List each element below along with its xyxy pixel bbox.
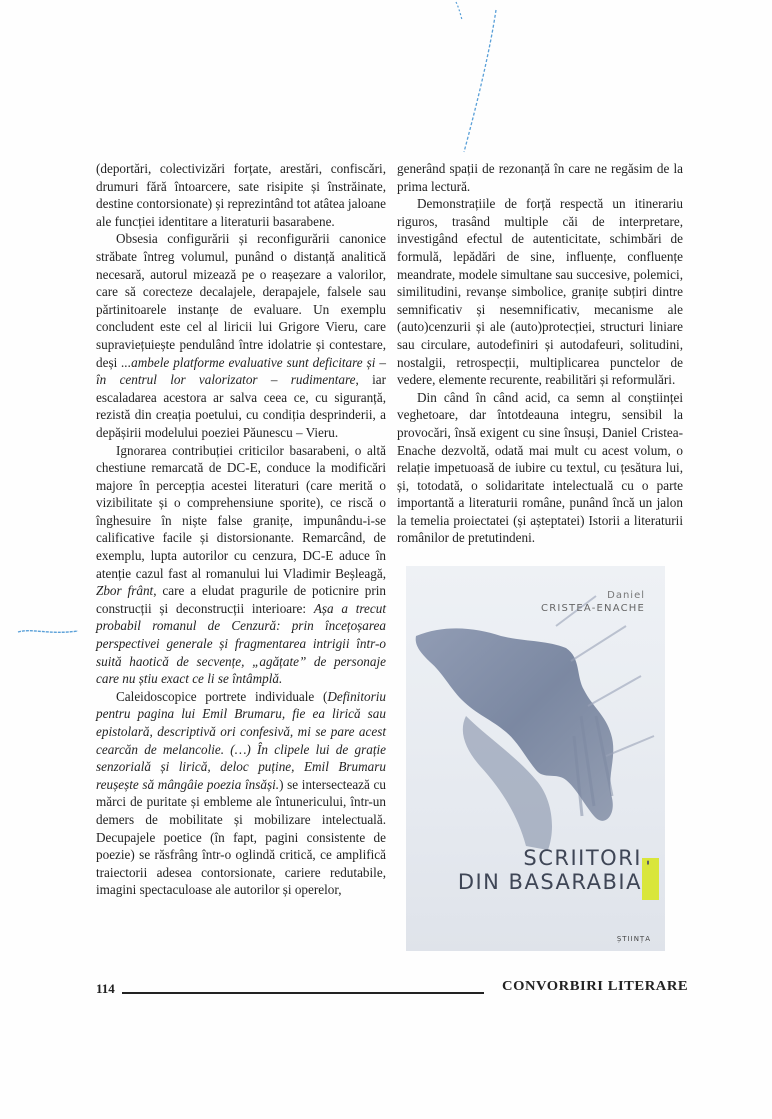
right-text-column [397,160,683,547]
text-run: Ignorarea contribuției criticilor basarabeni, o altă chestiune remarcată de DC-E, conduce la modificări majore în percepția acestei literaturi (care merită o vizibilitate și o comprehensiune sporite), ce riscă o înghesuire în niște false granițe, impunându-i-se calificative facile și distorsionante. Remarcând, de exemplu, lupta autorilor cu cenzura, DC-E aduce în atenție cazul fast al romanului lui Vladimir Beșleagă, [96,442,386,581]
paragraph: Din când în când acid, ca semn al conștiinței veghetoare, dar întotdeauna integru, sensibil la provocări, însă exigent cu sine însuși, Daniel Cristea-Enache dezvoltă, odată mai mult cu acest volum, o relație impetuoasă de iubire cu textul, cu țesătura lui, și, totodată, o solidaritate intelectuală cu o parte importantă a literaturii române, punând încă un jalon la temelia proiectatei (și așteptatei) Istorii a literaturii românilor de pretutindeni. [397,389,683,546]
left-text-column [96,160,386,899]
text-run: ) se intersectează cu mărci de puritate și embleme ale întunericului, într-un demers de mobilitate și mobilizare intelectuală. Decupajele poetice (în fapt, pagini consistente de poezie) se răsfrâng într-o oglindă critică, ce amplifică traiectorii adesea contorsionate, cariere redutabile, imagini spectaculoase ale autorilor și operelor, [96,776,387,898]
cover-title-line: SCRIITORI [523,846,642,870]
cover-publisher: ȘTIINȚA [616,935,651,943]
book-cover-image [406,566,665,951]
paragraph [96,230,386,441]
pen-scribble-top [450,0,510,160]
paragraph [96,688,386,899]
text-run: , care a eludat pragurile de poticnire prin construcții și deconstrucții interioare: [96,583,386,616]
quote-italic: Așa a trecut probabil romanul de Cenzură: prin încețoșarea perspectivei generale și fragmentarea intrigii într-o suită haotică de secvențe, „agățate” de personaje care nu știu exact ce li se întâmplă. [96,600,386,687]
journal-name: CONVORBIRI LITERARE [502,978,689,993]
quote-italic: ...ambele platforme evaluative sunt deficitare și – în centrul lor valorizator – rudimentare [96,354,386,388]
paragraph [96,442,386,688]
text-run: Obsesia configurării și reconfigurării canonice străbate întreg volumul, punând o distanță analitică necesară, autorul mizează pe o reașezare a valorilor, care să corecteze decalajele, derapajele, falsele sau părtinitoarele instanțe de evaluare. Un exemplu concludent este cel al liricii lui Grigore Vieru, care supraviețuiește pendulând între idolatrie și contestare, deși [96,231,386,370]
text-run: , iar escaladarea acestora ar salva ceea ce, cu siguranță, rezistă din creația poetului, cu condiția desprinderii, a depășirii modelului poeziei Păunescu – Vieru. [96,372,386,440]
quote-italic: Definitoriu pentru pagina lui Emil Brumaru, fie ea lirică sau epistolară, descriptivă ori confesivă, mi se pare acest cearcăn de melancolie. (…) În clipele lui de grație senzorială și lirică, deloc puține, Emil Brumaru reușește să mângâie poezia însăși. [96,688,386,792]
cover-series-badge [642,858,659,900]
page-number: 114 [96,981,115,996]
paragraph: (deportări, colectivizări forțate, arestări, confiscări, drumuri fără întoarcere, sate risipite și înstrăinate, destine contorsionate) și reprezintând tot atâtea jaloane ale funcției identitare a literaturii basarabene. [96,161,387,229]
badge-mark: ▮ [645,860,651,866]
paragraph: Demonstrațiile de forță respectă un itinerariu riguros, trasând multiple căi de interpretare, investigând efectul de autenticitate, schimbări de formulă, lepădări de sine, influențe, confluențe meandrate, modele simultane sau succesive, polemici, similitudini, revanșe simbolice, granițe subțiri dintre semnificativ și nesemnificativ, mecanisme ale (auto)cenzurii și ale (auto)protecției, structuri liniare sau circulare, autodefiniri și autodafeuri, solitudini, nostalgii, retrospecții, multiplicarea punctelor de vedere, elemente recurente, reabilitări și reformulări. [397,196,683,388]
footer-divider [122,992,484,994]
pen-scribble-left [16,626,80,638]
book-title: Zbor frânt [96,583,154,599]
cover-author-last-name: CRISTEA-ENACHE [541,603,645,614]
cover-title [422,846,642,894]
text-run: Caleidoscopice portrete individuale ( [116,688,328,704]
cover-title-line: DIN BASARABIA [457,870,642,894]
cover-author-first-name: Daniel [607,590,645,601]
paragraph: generând spații de rezonanță în care ne regăsim de la prima lectură. [397,161,683,194]
